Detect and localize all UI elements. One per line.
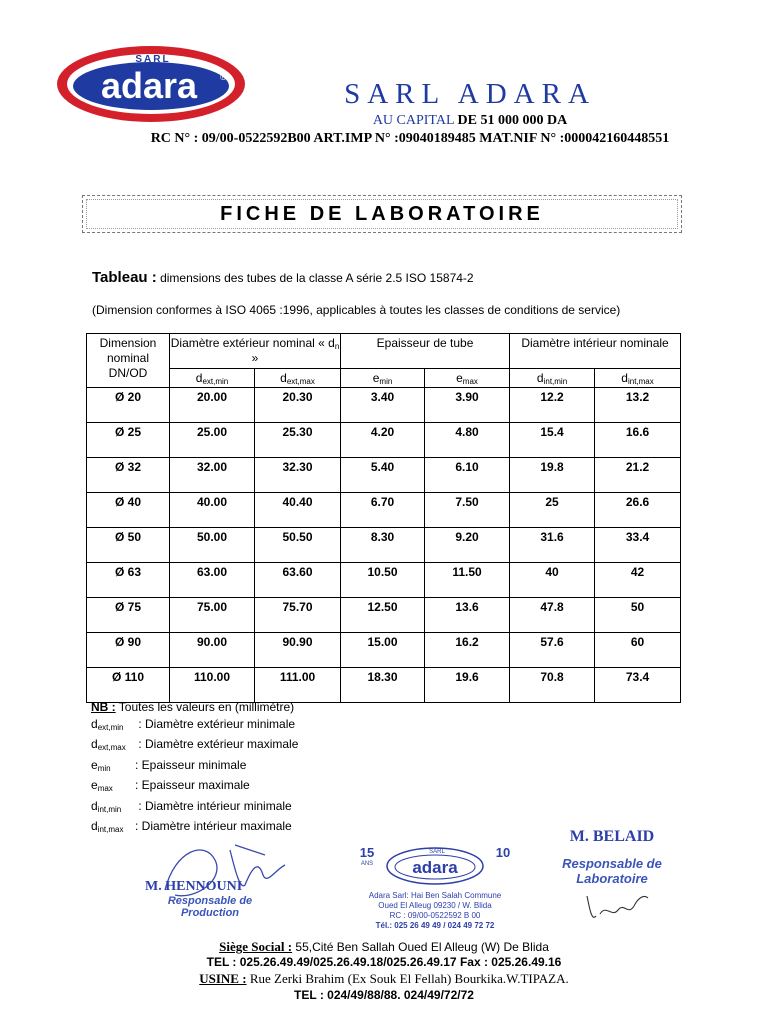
table-cell: 57.6 [510,633,595,668]
table-cell: 11.50 [425,563,510,598]
table-cell: 33.4 [595,528,681,563]
usine-address: Rue Zerki Brahim (Ex Souk El Fellah) Bourkika.W.TIPAZA. [246,971,569,986]
lab-manager-role: Responsable de Laboratoire [562,856,662,886]
table-cell: 31.6 [510,528,595,563]
table-cell: 15.4 [510,423,595,458]
table-cell: 19.6 [425,668,510,703]
note-item: $e_{min}$ : Epaisseur minimale [91,757,247,773]
table-cell: 32.30 [255,458,341,493]
subheader-e-min: $e_{min}$ [341,369,425,388]
stamp-line-1: Adara Sarl: Hai Ben Salah Commune [368,891,502,900]
table-subcaption: (Dimension conformes à ISO 4065 :1996, applicables à toutes les classes de conditions de service) [92,303,621,317]
subheader-e-max: $e_{max}$ [425,369,510,388]
table-cell: 13.2 [595,388,681,423]
table-row [87,388,681,423]
table-cell: 47.8 [510,598,595,633]
table-row [87,563,681,598]
table-cell: 63.60 [255,563,341,598]
table-cell: 3.90 [425,388,510,423]
table-cell: 40 [510,563,595,598]
table-cell: 3.40 [341,388,425,423]
table-cell: 4.20 [341,423,425,458]
subheader-d-ext-min: $d_{ext,min}$ [170,369,255,388]
nb-line [91,699,298,716]
table-cell: 12.2 [510,388,595,423]
table-cell: 12.50 [341,598,425,633]
svg-text:SARL: SARL [429,849,445,855]
dimensions-table [86,333,681,703]
caption-label: Tableau : [92,269,157,286]
footer-tel-1: TEL : 025.26.49.49/025.26.49.18/025.26.49.17 Fax : 025.26.49.16 [206,955,562,969]
table-cell: 111.00 [255,668,341,703]
footer-usine [0,971,768,987]
table-row [87,598,681,633]
subheader-d-int-min: $d_{int,min}$ [510,369,595,388]
table-cell: 42 [595,563,681,598]
table-cell: 4.80 [425,423,510,458]
stamp-line-3: RC : 09/00-0522592 B 00 [389,911,481,920]
title-box [82,195,682,233]
table-cell: 40.00 [170,493,255,528]
logo-adara-text: adara [100,65,198,106]
table-cell: 70.8 [510,668,595,703]
table-cell: 7.50 [425,493,510,528]
registration-line: RC N° : 09/00-0522592B00 ART.IMP N° :09040189485 MAT.NIF N° :000042160448551 [150,131,670,146]
cell-dn: Ø 32 [87,458,170,493]
table-cell: 5.40 [341,458,425,493]
company-stamp [355,843,515,935]
table-cell: 32.00 [170,458,255,493]
table-cell: 25 [510,493,595,528]
svg-text:adara: adara [412,858,458,877]
table-cell: 25.00 [170,423,255,458]
production-manager-name: M. HENNOUNI [145,879,243,894]
table-cell: 50.50 [255,528,341,563]
table-row [87,423,681,458]
table-row [87,668,681,703]
cell-dn: Ø 63 [87,563,170,598]
table-cell: 20.00 [170,388,255,423]
svg-text:®: ® [220,72,227,82]
stamp-right-number: 10 [495,845,511,860]
header-thickness: Epaisseur de tube [341,334,510,369]
company-name: SARL ADARA [344,78,596,110]
table-cell: 16.6 [595,423,681,458]
note-item: $d_{int,max}$ : Diamètre intérieur maximale [91,819,292,834]
table-cell: 8.30 [341,528,425,563]
siege-address: 55,Cité Ben Sallah Oued El Alleug (W) De Blida [292,940,549,954]
note-item: $d_{int,min}$ : Diamètre intérieur minimale [91,798,292,814]
lab-manager-name: M. BELAID [569,828,655,845]
table-cell: 73.4 [595,668,681,703]
table-row [87,458,681,493]
table-cell: 110.00 [170,668,255,703]
note-item: $e_{max}$ : Epaisseur maximale [91,778,250,793]
capital-amount: DE 51 000 000 DA [457,113,568,128]
table-cell: 50 [595,598,681,633]
table-cell: 6.70 [341,493,425,528]
lab-signature [582,886,652,926]
table-cell: 19.8 [510,458,595,493]
production-manager-role: Responsable de Production [167,895,253,919]
table-cell: 18.30 [341,668,425,703]
table-cell: 9.20 [425,528,510,563]
capital-line [300,113,640,129]
cell-dn: Ø 20 [87,388,170,423]
header-inner-diameter: Diamètre intérieur nominale [510,334,681,369]
document-title: FICHE DE LABORATOIRE [220,203,544,225]
table-cell: 90.00 [170,633,255,668]
stamp-line-4: Tél.: 025 26 49 49 / 024 49 72 72 [375,921,495,930]
table-cell: 21.2 [595,458,681,493]
nb-label: NB : [91,700,116,714]
note-item: $d_{ext,min}$ : Diamètre extérieur minimale [91,716,296,732]
table-cell: 6.10 [425,458,510,493]
notes [91,699,298,839]
table-cell: 10.50 [341,563,425,598]
table-cell: 90.90 [255,633,341,668]
caption-text: dimensions des tubes de la classe A série 2.5 ISO 15874-2 [156,271,474,285]
capital-prefix: AU CAPITAL [372,113,455,128]
footer-tel-2: TEL : 024/49/88/88. 024/49/72/72 [294,988,474,1002]
table-cell: 50.00 [170,528,255,563]
table-cell: 75.00 [170,598,255,633]
cell-dn: Ø 75 [87,598,170,633]
table-cell: 20.30 [255,388,341,423]
table-caption [92,269,474,286]
table-cell: 15.00 [341,633,425,668]
cell-dn: Ø 50 [87,528,170,563]
cell-dn: Ø 25 [87,423,170,458]
subheader-d-int-max: $d_{int,max}$ [595,369,681,388]
logo-sarl-text: SARL [135,54,171,65]
table-cell: 25.30 [255,423,341,458]
nb-text: Toutes les valeurs en (millimètre) [115,700,295,714]
stamp-line-2: Oued El Alleug 09230 / W. Blida [378,901,492,910]
header-dimension-nominal: Dimension nominal DN/OD [87,334,170,388]
table-cell: 60 [595,633,681,668]
note-item: $d_{ext,max}$ : Diamètre extérieur maximale [91,737,299,752]
table-cell: 16.2 [425,633,510,668]
table-cell: 40.40 [255,493,341,528]
subheader-d-ext-max: $d_{ext,max}$ [255,369,341,388]
table-cell: 13.6 [425,598,510,633]
stamp-left-number: 15 [359,845,375,860]
cell-dn: Ø 90 [87,633,170,668]
table-cell: 26.6 [595,493,681,528]
footer-siege [0,939,768,955]
cell-dn: Ø 40 [87,493,170,528]
table-row [87,528,681,563]
stamp-logo [385,843,485,885]
siege-label: Siège Social : [219,939,293,954]
table-cell: 75.70 [255,598,341,633]
table-row [87,493,681,528]
table-row [87,633,681,668]
usine-label: USINE : [199,971,247,986]
stamp-left-sub: ANS [360,861,374,867]
adara-logo [54,40,248,124]
cell-dn: Ø 110 [87,668,170,703]
header-outer-diameter: Diamètre extérieur nominal « $d_n$ » [170,334,341,369]
table-cell: 63.00 [170,563,255,598]
